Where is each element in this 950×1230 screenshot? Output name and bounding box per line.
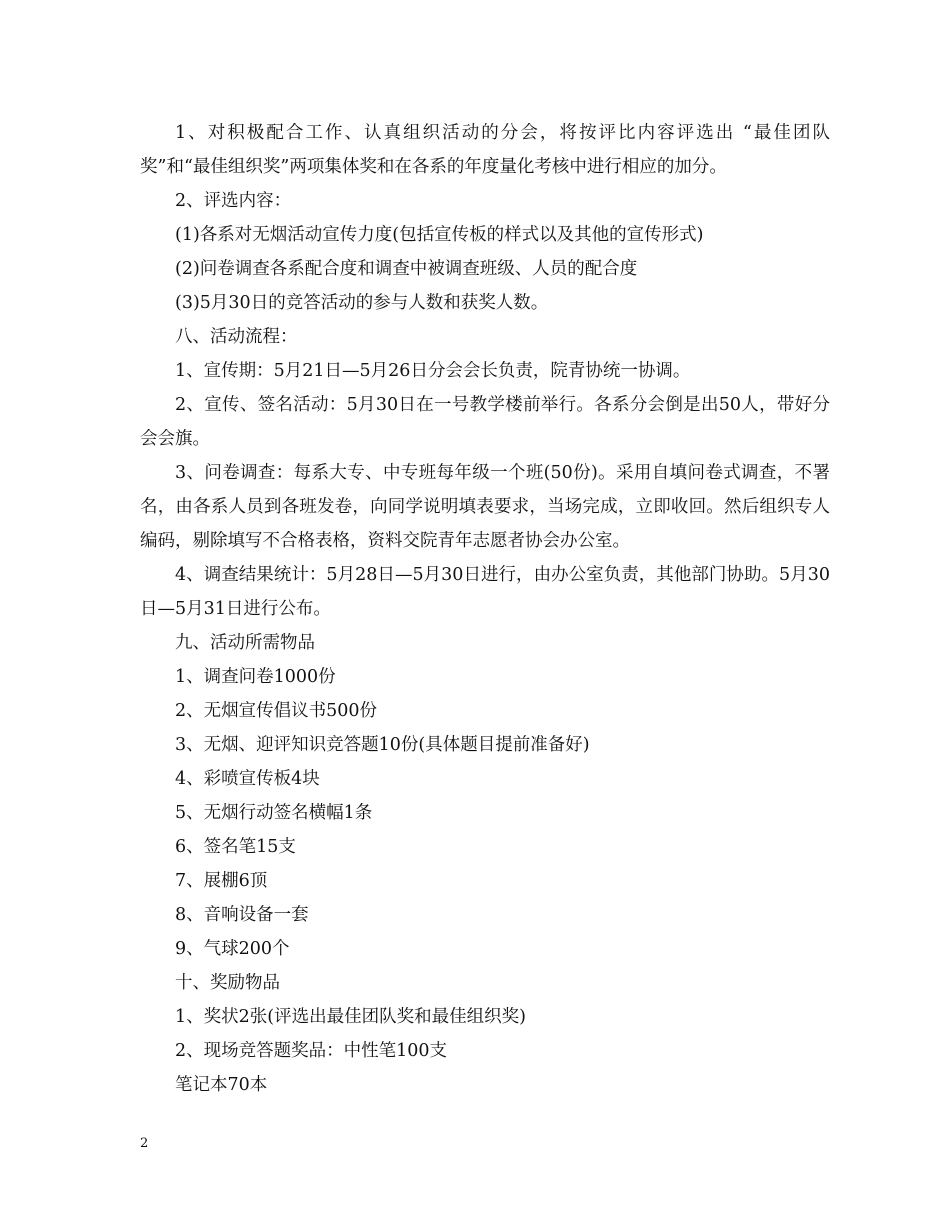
paragraph: (3)5月30日的竞答活动的参与人数和获奖人数。 [175,293,549,313]
list-item: 6、签名笔15支 [175,837,296,857]
paragraph: 1、宣传期：5月21日—5月26日分会会长负责，院青协统一协调。 [175,361,691,381]
list-item: 5、无烟行动签名横幅1条 [175,803,373,823]
paragraph: (2)问卷调查各系配合度和调查中被调查班级、人员的配合度 [175,259,638,279]
list-item: 2、无烟宣传倡议书500份 [175,701,378,721]
list-item: 4、彩喷宣传板4块 [175,769,320,789]
page-number: 2 [140,1136,149,1151]
section-heading: 十、奖励物品 [175,973,280,993]
list-item: 3、无烟、迎评知识竞答题10份(具体题目提前准备好) [175,735,590,755]
document-body [140,116,830,1102]
list-item: 1、奖状2张(评选出最佳团队奖和最佳组织奖) [175,1007,526,1027]
paragraph: 2、评选内容： [175,191,292,211]
section-heading: 八、活动流程： [175,327,298,347]
list-item: 9、气球200个 [175,939,290,959]
list-item: 2、现场竞答题奖品：中性笔100支 [175,1041,448,1061]
section-heading: 九、活动所需物品 [175,633,315,653]
list-item: 1、调查问卷1000份 [175,667,336,687]
paragraph: 4、调查结果统计：5月28日—5月30日进行，由办公室负责，其他部门协助。5月30日—5月31日进行公布。 [140,565,830,619]
list-item: 8、音响设备一套 [175,905,309,925]
paragraph: 2、宣传、签名活动：5月30日在一号教学楼前举行。各系分会倒是出50人，带好分会会旗。 [140,395,830,449]
list-item: 笔记本70本 [175,1075,268,1095]
list-item: 7、展棚6顶 [175,871,268,891]
paragraph: 1、对积极配合工作、认真组织活动的分会，将按评比内容评选出 “最佳团队奖”和“最佳组织奖”两项集体奖和在各系的年度量化考核中进行相应的加分。 [140,123,830,177]
paragraph: 3、问卷调查：每系大专、中专班每年级一个班(50份)。采用自填问卷式调查，不署名，由各系人员到各班发卷，向同学说明填表要求，当场完成，立即收回。然后组织专人编码，剔除填写不合格表格，资料交院青年志愿者协会办公室。 [140,463,830,551]
paragraph: (1)各系对无烟活动宣传力度(包括宣传板的样式以及其他的宣传形式) [175,225,704,245]
